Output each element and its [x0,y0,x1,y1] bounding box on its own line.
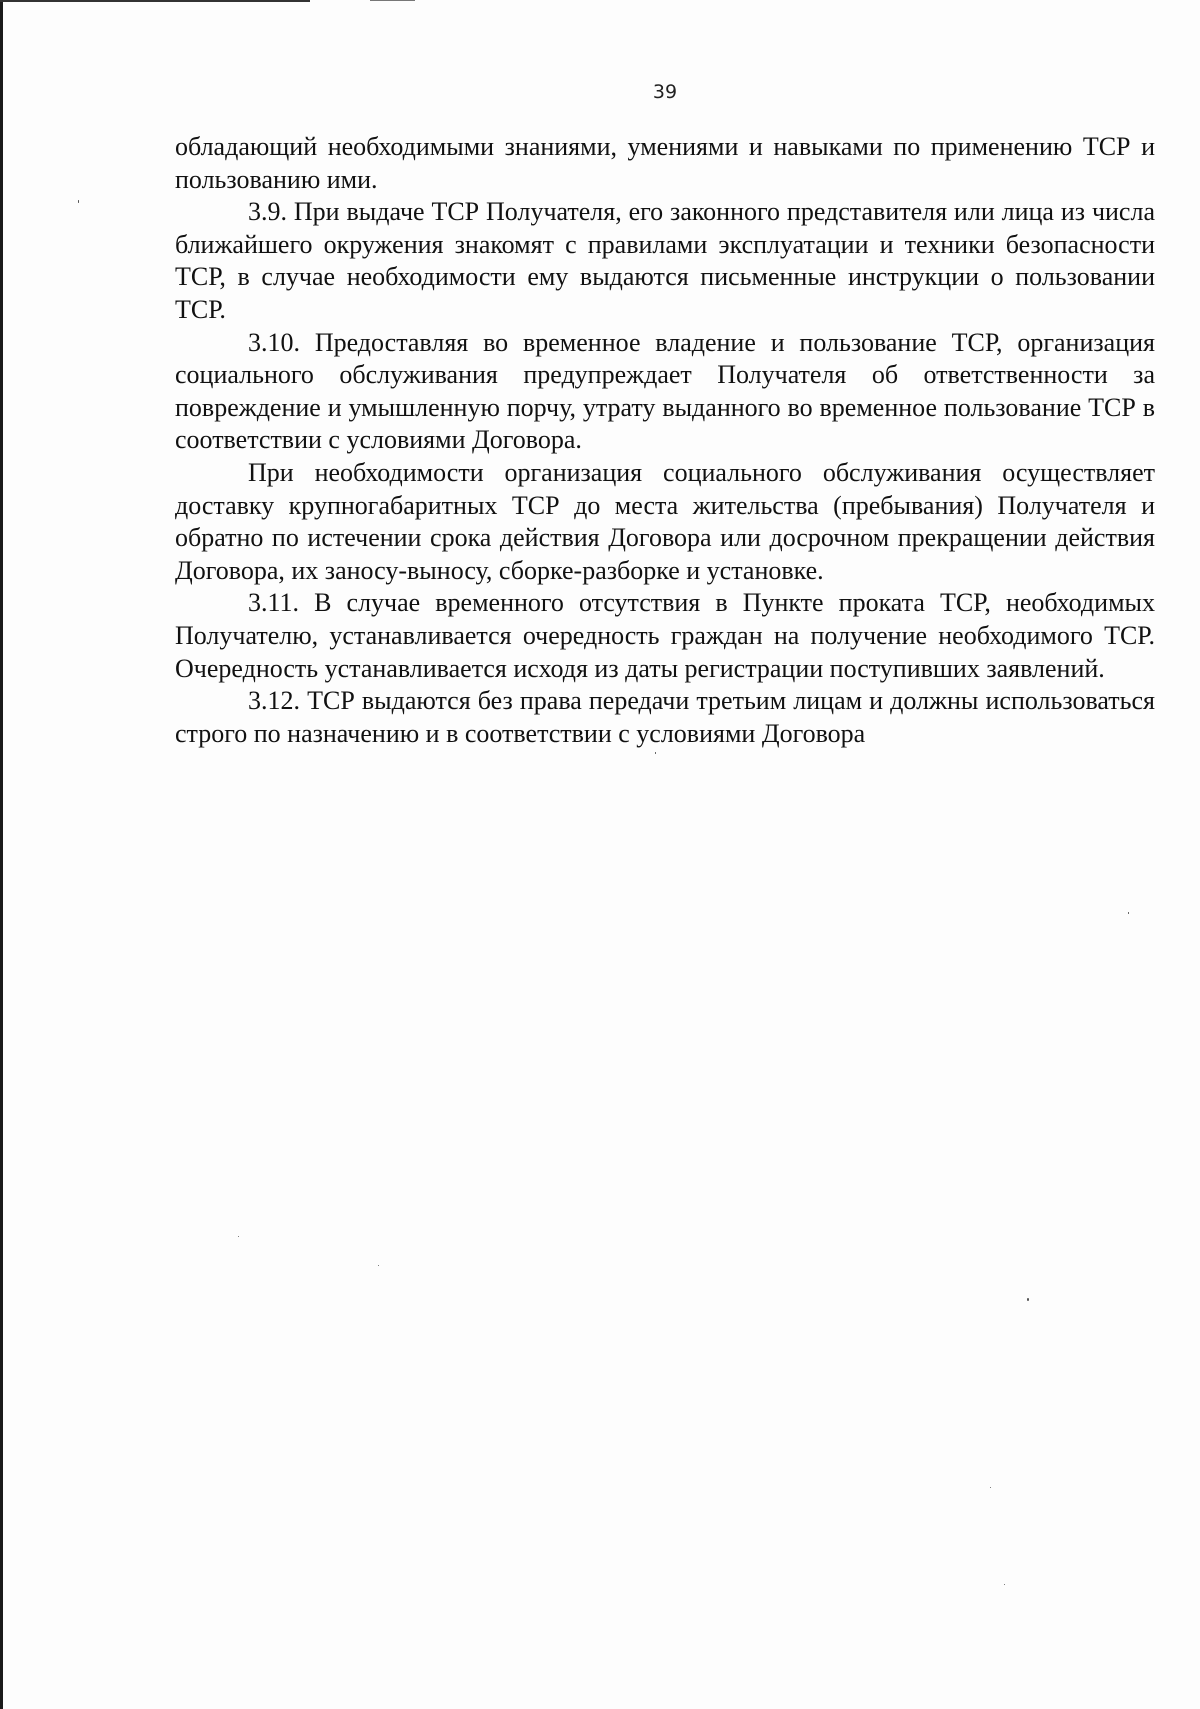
scan-edge-top-fragment [370,0,415,1]
body-text [175,131,1155,750]
scan-speck [655,752,656,754]
scan-edge-left [0,0,3,1709]
paragraph-3-10: 3.10. Предоставляя во временное владение и пользование ТСР, организация социального обслуживания предупреждает Получателя об ответственности за повреждение и умышленную порчу, утрату выданного во временное пользование ТСР в соответствии с условиями Договора. [175,327,1155,455]
paragraph-3-11: 3.11. В случае временного отсутствия в Пункте проката ТСР, необходимых Получателю, устанавливается очередность граждан на получение необходимого ТСР. Очередность устанавливается исходя из даты регистрации поступивших заявлений. [175,588,1155,683]
scan-speck [990,1487,991,1488]
scan-speck [1128,912,1129,914]
paragraph-3-12: 3.12. ТСР выдаются без права передачи третьим лицам и должны использоваться строго по назначению и в соответствии с условиями Договора [175,686,1155,748]
scan-speck [1004,1584,1005,1585]
scan-speck [378,1265,379,1266]
scan-edge-top [0,0,310,2]
scan-speck [238,1236,239,1237]
page-number: 39 [652,81,678,103]
scan-speck [78,200,79,203]
scan-speck [1027,1298,1029,1301]
paragraph-continuation: обладающий необходимыми знаниями, умениями и навыками по применению ТСР и пользованию ими. [175,132,1155,194]
paragraph-3-9: 3.9. При выдаче ТСР Получателя, его законного представителя или лица из числа ближайшего окружения знакомят с правилами эксплуатации и техники безопасности ТСР, в случае необходимости ему выдаются письменные инструкции о пользовании ТСР. [175,197,1155,324]
paragraph-delivery: При необходимости организация социального обслуживания осуществляет доставку крупногабаритных ТСР до места жительства (пребывания) Получателя и обратно по истечении срока действия Договора или досрочном прекращении действия Договора, их заносу-выносу, сборке-разборке и установке. [175,457,1155,585]
